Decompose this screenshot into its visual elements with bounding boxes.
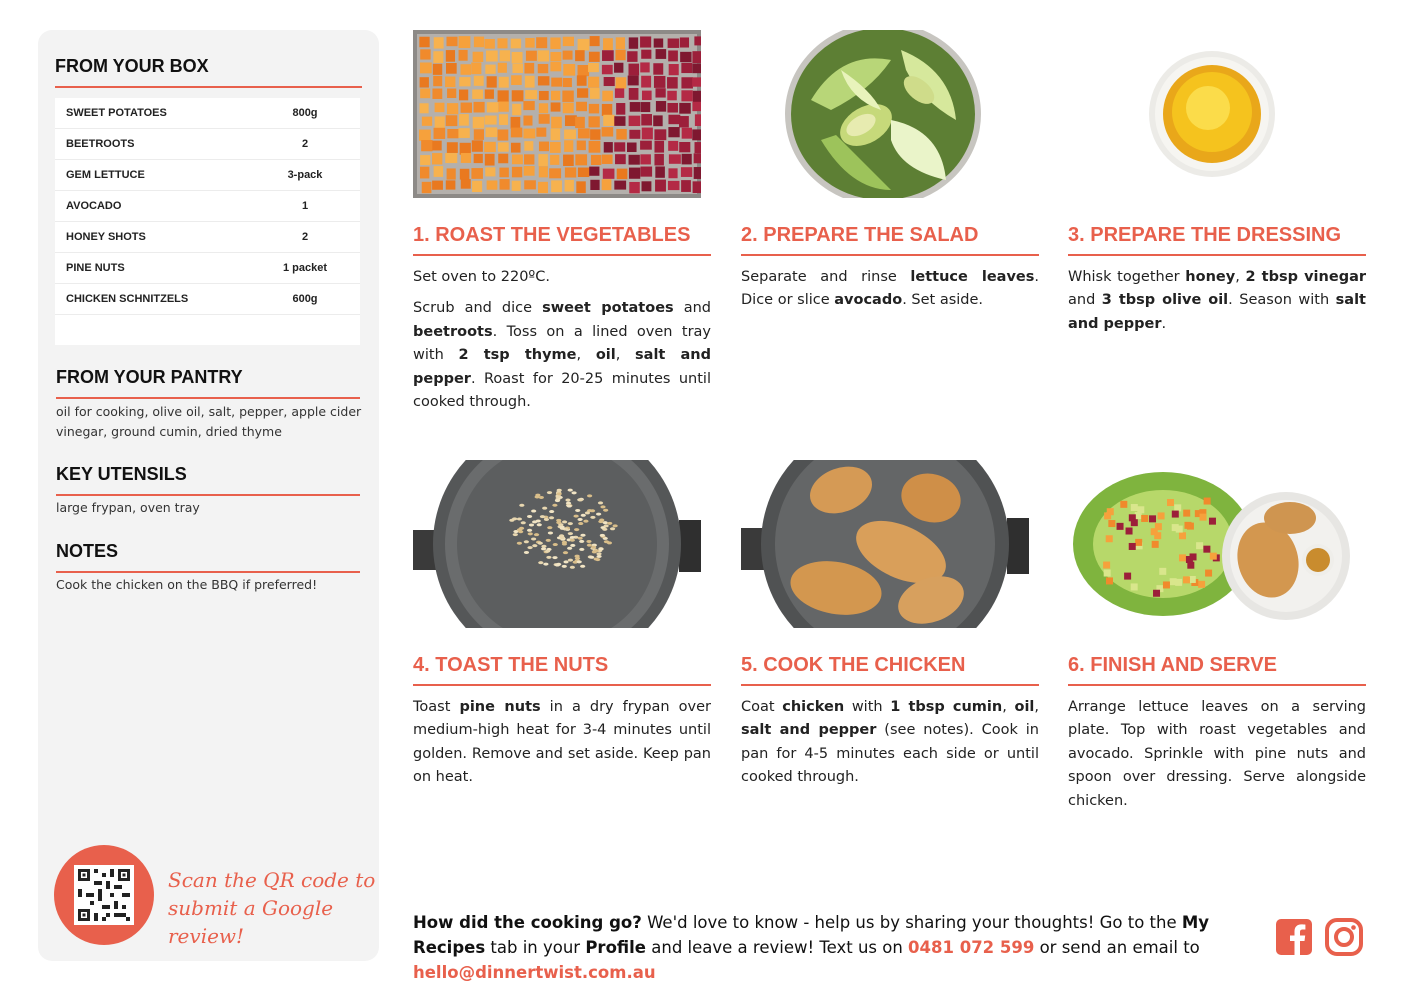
ingredient-name: BEETROOTS xyxy=(66,138,135,150)
ingredient-qty: 800g xyxy=(292,107,318,119)
email-link[interactable]: hello@dinnertwist.com.au xyxy=(413,963,656,982)
chicken-pan-photo xyxy=(741,460,1029,628)
table-row xyxy=(55,222,360,253)
ingredient-qty: 1 xyxy=(301,200,309,212)
qr-caption-line1: Scan the QR code to xyxy=(168,868,376,892)
utensils-text: large frypan, oven tray xyxy=(56,500,200,515)
review-footer: How did the cooking go? We'd love to know - help us by sharing your thoughts! Go to the My Recipes tab in your Profile and leave a review! Text us on 0481 072 599 or send an email to hello@dinnertwist.com.au xyxy=(413,913,1210,982)
step-title: 4. TOAST THE NUTS xyxy=(413,654,711,686)
served-plate-photo xyxy=(1068,460,1366,628)
ingredients-table xyxy=(55,98,360,345)
from-your-pantry-title: FROM YOUR PANTRY xyxy=(56,367,360,399)
step-title: 6. FINISH AND SERVE xyxy=(1068,654,1366,686)
step-title: 3. PREPARE THE DRESSING xyxy=(1068,224,1366,256)
ingredient-qty: 1 packet xyxy=(282,262,328,274)
ingredient-name: HONEY SHOTS xyxy=(66,231,146,243)
dressing-bowl-photo xyxy=(1068,30,1366,198)
step-4-text: Toast pine nuts in a dry frypan over medium-high heat for 3-4 minutes until golden. Remove and set aside. Keep pan on heat. xyxy=(413,699,711,786)
ingredient-qty: 2 xyxy=(301,138,309,150)
phone-link[interactable]: 0481 072 599 xyxy=(908,938,1035,957)
ingredient-qty: 2 xyxy=(301,231,309,243)
ingredient-qty: 600g xyxy=(292,293,318,305)
step-title: 1. ROAST THE VEGETABLES xyxy=(413,224,711,256)
step-2-text: Separate and rinse lettuce leaves. Dice or slice avocado. Set aside. xyxy=(741,269,1039,309)
step-title: 2. PREPARE THE SALAD xyxy=(741,224,1039,256)
step-6-text: Arrange lettuce leaves on a serving plate. Top with roast vegetables and avocado. Sprinkle with pine nuts and spoon over dressing. Serve alongside chicken. xyxy=(1068,699,1366,809)
qr-caption xyxy=(168,866,379,950)
instagram-icon[interactable] xyxy=(1325,918,1363,956)
table-row xyxy=(55,98,360,129)
step-title: 5. COOK THE CHICKEN xyxy=(741,654,1039,686)
step-1-para-2: Scrub and dice sweet potatoes and beetroots. Toss on a lined oven tray with 2 tsp thyme, oil, salt and pepper. Roast for 20-25 minutes until cooked through. xyxy=(413,300,712,411)
facebook-icon[interactable] xyxy=(1275,918,1313,956)
step-3-text: Whisk together honey, 2 tbsp vinegar and 3 tbsp olive oil. Season with salt and pepper. xyxy=(1068,269,1367,332)
table-row xyxy=(55,160,360,191)
salad-bowl-photo xyxy=(741,30,1039,198)
notes-text: Cook the chicken on the BBQ if preferred! xyxy=(56,577,318,592)
qr-code-icon[interactable] xyxy=(74,865,134,925)
sidebar xyxy=(38,30,379,961)
table-row xyxy=(55,129,360,160)
qr-badge xyxy=(54,845,154,945)
ingredient-name: GEM LETTUCE xyxy=(66,169,145,181)
step-1-para-1: Set oven to 220ºC. xyxy=(413,269,550,285)
roasted-vegetables-photo xyxy=(413,30,701,198)
my-recipes-link[interactable]: My Recipes xyxy=(413,913,1210,957)
footer-question: How did the cooking go? xyxy=(413,913,642,932)
step-5-text: Coat chicken with 1 tbsp cumin, oil, salt and pepper (see notes). Cook in pan for 4-5 minutes each side or until cooked through. xyxy=(741,699,1040,786)
ingredient-name: PINE NUTS xyxy=(66,262,125,274)
table-row xyxy=(55,191,360,222)
profile-link[interactable]: Profile xyxy=(585,938,646,957)
pantry-text: oil for cooking, olive oil, salt, pepper, apple cider vinegar, ground cumin, dried thyme xyxy=(56,404,362,439)
ingredient-name: CHICKEN SCHNITZELS xyxy=(66,293,189,305)
ingredient-name: AVOCADO xyxy=(66,200,122,212)
pine-nuts-pan-photo xyxy=(413,460,701,628)
table-row-empty xyxy=(55,315,360,345)
table-row xyxy=(55,284,360,315)
qr-caption-line2: submit a Google review! xyxy=(168,896,334,948)
ingredient-name: SWEET POTATOES xyxy=(66,107,167,119)
from-your-box-title: FROM YOUR BOX xyxy=(55,56,362,88)
step-1-text xyxy=(413,266,711,422)
notes-title: NOTES xyxy=(56,541,360,573)
key-utensils-title: KEY UTENSILS xyxy=(56,464,360,496)
ingredient-qty: 3-pack xyxy=(287,169,323,181)
table-row xyxy=(55,253,360,284)
